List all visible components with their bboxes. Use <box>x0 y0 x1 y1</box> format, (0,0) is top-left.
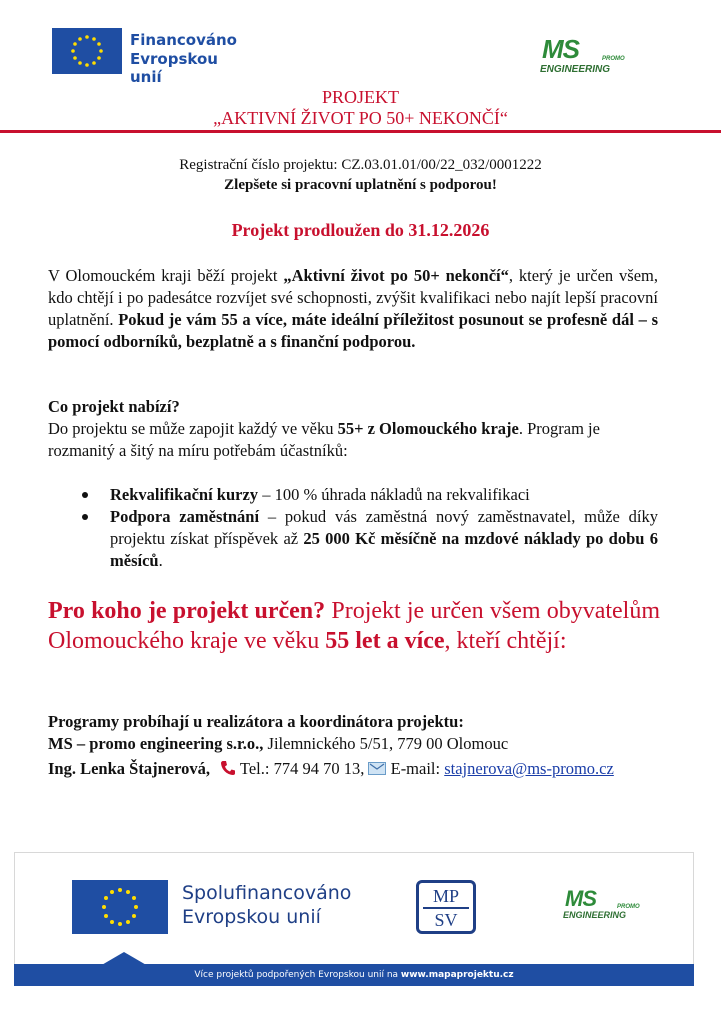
list-item <box>48 484 658 506</box>
header-divider <box>0 130 721 133</box>
intro-text-2: , který je určen všem, kdo chtějí i po padesátce rozvíjet své schopnosti, zvýšit kvalifikaci nebo najít lepší pracovní uplatnění. <box>48 266 659 329</box>
footer-ms-engineering-logo <box>563 888 653 928</box>
bullet-amount: 25 000 Kč měsíčně na mzdové náklady po dobu 6 měsíců <box>110 529 658 570</box>
footer-bar-link[interactable]: www.mapaprojektu.cz <box>400 970 514 980</box>
contact-heading: Programy probíhají u realizátora a koordinátora projektu: <box>48 712 464 731</box>
slogan: Zlepšete si pracovní uplatnění s podporou! <box>224 177 497 193</box>
contact-address: Jilemnického 5/51, 779 00 Olomouc <box>263 734 509 753</box>
footer-eu-text-1: Spolufinancováno <box>182 882 352 904</box>
offer-paragraph <box>48 418 660 462</box>
intro-paragraph <box>48 265 658 353</box>
mpsv-logo <box>416 880 476 934</box>
contact-person-line <box>48 758 660 780</box>
bullet-text: – pokud vás zaměstná nový zaměstnavatel, může díky projektu získat příspěvek až <box>110 507 658 548</box>
project-extended: Projekt prodloužen do 31.12.2026 <box>231 220 490 240</box>
intro-project-name: „Aktivní život po 50+ nekončí“ <box>283 266 509 285</box>
footer-bar <box>14 964 694 986</box>
ms-logo-main: MS <box>542 34 579 64</box>
ms-logo-promo: PROMO <box>602 56 625 62</box>
contact-person: Ing. Lenka Štajnerová, <box>48 759 210 778</box>
target-question: Pro koho je projekt určen? <box>48 598 326 624</box>
list-item <box>48 506 658 572</box>
project-label: PROJEKT <box>321 87 399 107</box>
target-text-1: Projekt je určen všem obyvatelům Olomouckého kraje ve věku <box>48 598 661 654</box>
intro-text-1: V Olomouckém kraji běží projekt <box>48 266 284 285</box>
eu-logo-header <box>52 28 252 86</box>
bullet-title: Podpora zaměstnání <box>110 507 260 526</box>
ms-logo-main: MS <box>565 886 596 911</box>
offer-age-region: 55+ z Olomouckého kraje <box>337 419 519 438</box>
bullet-title: Rekvalifikační kurzy <box>110 485 259 504</box>
offer-text-2: . Program je rozmanitý a šitý na míru potřebám účastníků: <box>48 419 600 460</box>
ms-logo-sub: ENGINEERING <box>540 64 611 75</box>
phone-icon <box>220 760 236 776</box>
eu-flag-icon <box>52 28 122 74</box>
ms-engineering-logo <box>540 36 640 80</box>
target-age: 55 let a více <box>325 628 445 654</box>
benefit-list <box>48 484 658 572</box>
eu-flag-icon <box>72 880 168 934</box>
contact-company: MS – promo engineering s.r.o., <box>48 734 264 753</box>
ms-logo-sub: ENGINEERING <box>563 910 627 920</box>
eu-logo-text-2: Evropskou unií <box>130 50 218 86</box>
target-paragraph <box>48 596 660 656</box>
target-text-2: , kteří chtějí: <box>444 628 567 654</box>
bullet-tail: . <box>158 551 163 570</box>
envelope-icon <box>368 762 386 775</box>
mpsv-logo-line-1: MP <box>423 885 469 909</box>
intro-highlight: Pokud je vám 55 a více, máte ideální příležitost posunout se profesně dál – s pomocí odborníků, bezplatně a s finanční podporou. <box>48 310 658 351</box>
email-link[interactable]: stajnerova@ms-promo.cz <box>444 759 614 778</box>
project-name: „AKTIVNÍ ŽIVOT PO 50+ NEKONČÍ“ <box>213 108 508 128</box>
registration-number: Registrační číslo projektu: CZ.03.01.01/00/22_032/0001222 <box>179 157 542 173</box>
offer-text-1: Do projektu se může zapojit každý ve věku <box>48 419 338 438</box>
ms-logo-promo: PROMO <box>617 904 640 910</box>
mpsv-logo-line-2: SV <box>434 910 458 930</box>
footer-bar-text: Více projektů podpořených Evropskou unií na <box>194 970 401 980</box>
footer-eu-text-2: Evropskou unií <box>182 906 321 928</box>
contact-email-label: E-mail: <box>386 759 445 778</box>
contact-phone: Tel.: 774 94 70 13, <box>236 759 369 778</box>
offer-heading: Co projekt nabízí? <box>48 397 180 416</box>
contact-company-line <box>48 734 508 754</box>
eu-logo-text-1: Financováno <box>130 31 237 49</box>
bullet-text: – 100 % úhrada nákladů na rekvalifikaci <box>258 485 530 504</box>
